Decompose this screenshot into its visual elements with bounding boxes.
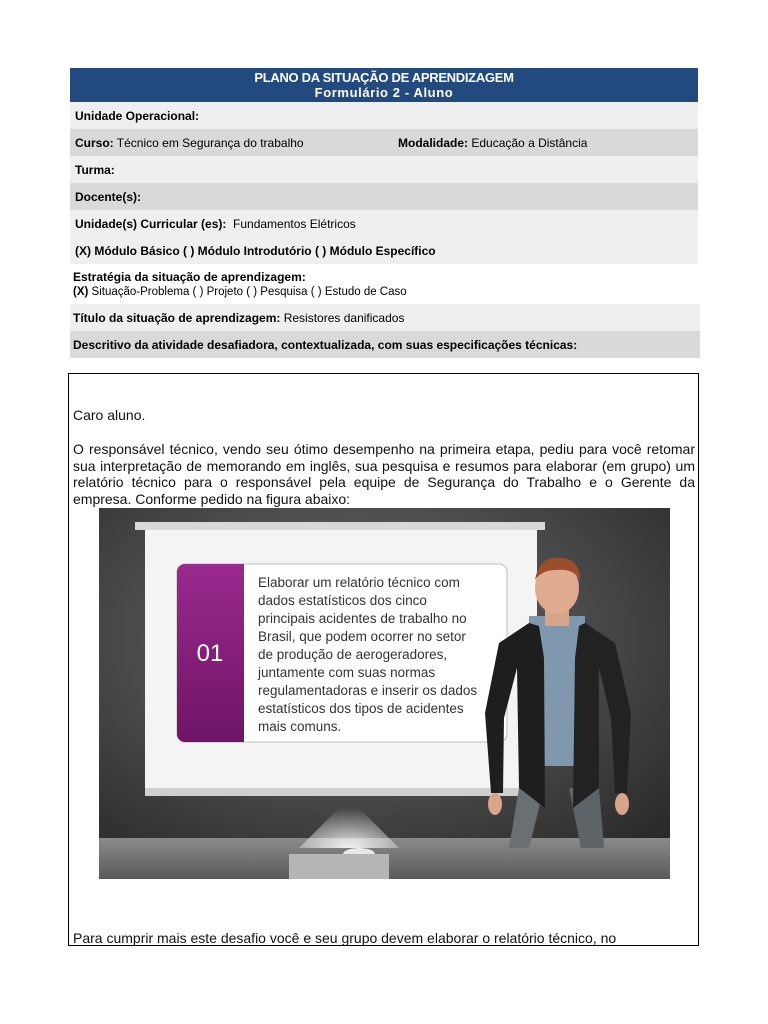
presentation-scene: [99, 508, 670, 879]
modulo-options: (X) Módulo Básico ( ) Módulo Introdutório ( ) Módulo Específico: [75, 243, 436, 258]
unidade-curricular-value: Fundamentos Elétricos: [233, 216, 356, 231]
titulo-label: Título da situação de aprendizagem:: [73, 310, 281, 325]
unidade-curricular-label: Unidade(s) Curricular (es):: [75, 216, 227, 231]
greeting: Caro aluno.: [73, 407, 146, 423]
docente-label: Docente(s):: [75, 189, 142, 204]
slide-line: Brasil, que podem ocorrer no setor: [258, 629, 466, 644]
modulo-row: [70, 237, 698, 264]
activity-box: [68, 373, 699, 946]
modalidade-label: Modalidade:: [398, 135, 469, 150]
estrategia-options-line: [73, 286, 407, 298]
descritivo-row: [70, 331, 700, 358]
curso-cell: [75, 136, 398, 150]
curso-label: Curso:: [75, 135, 114, 150]
intro-paragraph: O responsável técnico, vendo seu ótimo desempenho na primeira etapa, pediu para você retomar sua interpretação de memorando em inglês, sua pesquisa e resumos para elaborar (em grupo) um relatório técnico para o responsável pela equipe de Segurança do Trabalho e o Gerente da empresa. Conforme pedido na figura abaixo:: [73, 441, 695, 507]
estrategia-options: Situação-Problema ( ) Projeto ( ) Pesquisa ( ) Estudo de Caso: [91, 286, 407, 298]
slide-line: Elaborar um relatório técnico com: [258, 575, 460, 590]
slide-line: mais comuns.: [258, 719, 342, 734]
screen-top-bar: [135, 522, 545, 530]
slide-line: de produção de aerogeradores,: [258, 647, 448, 662]
modalidade-cell: [398, 136, 587, 150]
slide-line: regulamentadoras e inserir os dados: [258, 683, 478, 698]
curso-row: [70, 129, 698, 156]
unidade-operacional-label: Unidade Operacional:: [75, 108, 200, 123]
form-header: [70, 68, 698, 102]
turma-label: Turma:: [75, 162, 115, 177]
slide-line: principais acidentes de trabalho no: [258, 611, 467, 626]
closing-line: Para cumprir mais este desafio você e seu grupo devem elaborar o relatório técnico, no: [73, 930, 617, 946]
slide-number: 01: [196, 640, 224, 667]
turma-row: [70, 156, 698, 183]
titulo-value: Resistores danificados: [283, 310, 405, 325]
unidade-curricular-row: [70, 210, 698, 237]
titulo-row: [70, 304, 700, 331]
slide-line: dados estatísticos dos cinco: [258, 593, 427, 608]
estrategia-marker: (X): [73, 286, 89, 298]
presentation-figure: [99, 508, 670, 879]
slide-line: estatísticos dos tipos de acidentes: [258, 701, 464, 716]
modalidade-value: Educação a Distância: [471, 135, 588, 150]
curso-value: Técnico em Segurança do trabalho: [116, 135, 304, 150]
estrategia-label: Estratégia da situação de aprendizagem:: [73, 270, 306, 284]
docente-row: [70, 183, 698, 210]
descritivo-label: Descritivo da atividade desafiadora, contextualizada, com suas especificações técnicas:: [73, 337, 578, 352]
unidade-operacional-row: [70, 102, 698, 129]
form-subtitle: Formulário 2 - Aluno: [314, 85, 454, 100]
learning-plan-form: [70, 68, 698, 358]
slide-line: juntamente com suas normas: [258, 665, 436, 680]
estrategia-row: [70, 264, 698, 304]
form-title: PLANO DA SITUAÇÃO DE APRENDIZAGEM: [254, 70, 514, 85]
